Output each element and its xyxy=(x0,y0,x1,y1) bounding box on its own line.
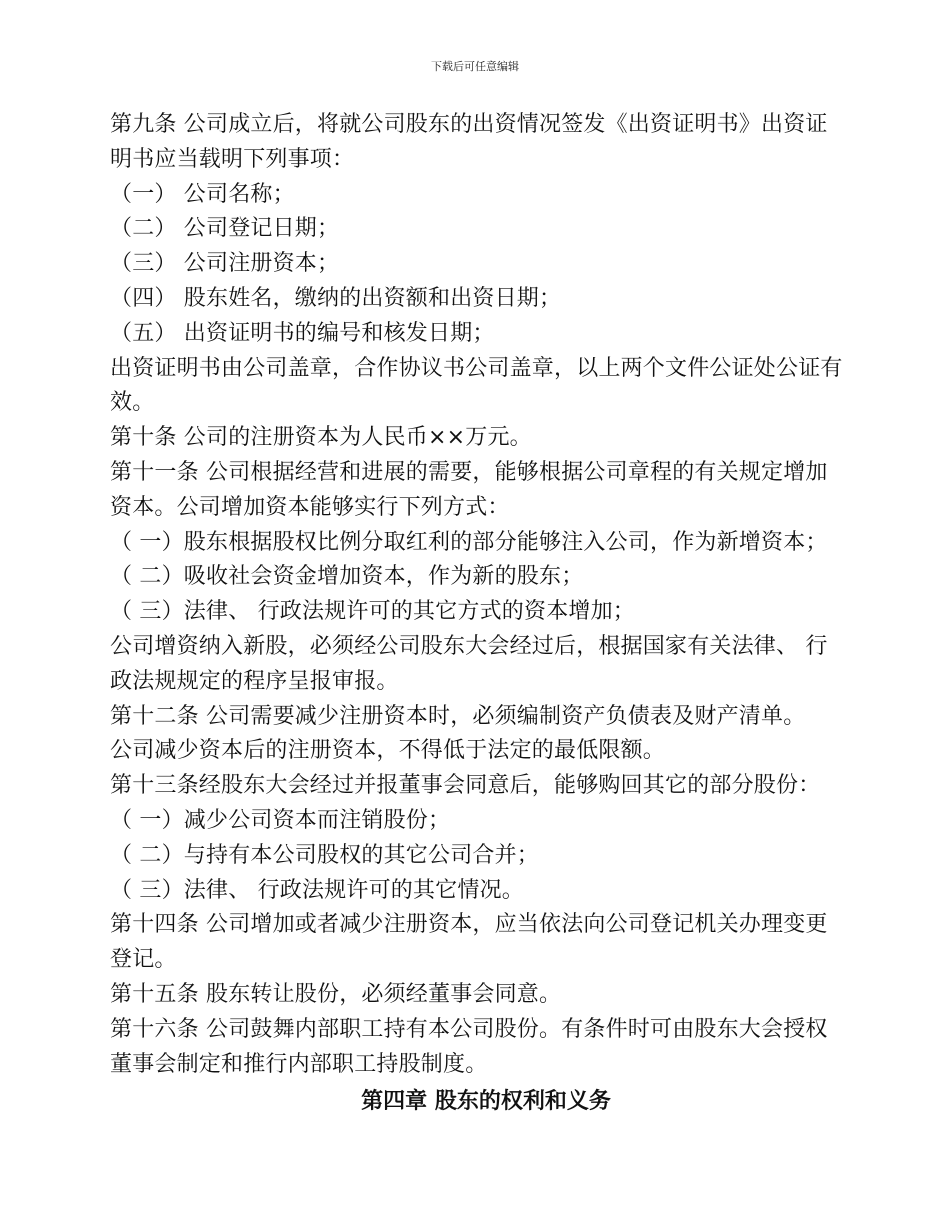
document-body xyxy=(110,108,862,1120)
list-item: （四） 股东姓名，缴纳的出资额和出资日期； xyxy=(110,285,562,311)
text-line: 第十三条经股东大会经过并报董事会同意后，能够购回其它的部分股份： xyxy=(110,773,821,799)
list-item: （ 一）减少公司资本而注销股份； xyxy=(110,807,451,833)
text-line: 第十五条 股东转让股份，必须经董事会同意。 xyxy=(110,981,562,1007)
chapter-heading: 第四章 股东的权利和义务 xyxy=(361,1089,611,1115)
text-line: 政法规规定的程序呈报审报。 xyxy=(110,668,399,694)
text-line: 第九条 公司成立后，将就公司股东的出资情况签发《出资证明书》出资证 xyxy=(110,112,828,137)
text-line: 出资证明书由公司盖章，合作协议书公司盖章，以上两个文件公证处公证有 xyxy=(110,355,843,381)
list-item: （ 一）股东根据股权比例分取红利的部分能够注入公司，作为新增资本； xyxy=(110,529,828,555)
list-item: （二） 公司登记日期； xyxy=(110,216,340,242)
text-line: 第十条 公司的注册资本为人民币××万元。 xyxy=(110,425,532,451)
text-line: 登记。 xyxy=(110,947,177,973)
list-item: （五） 出资证明书的编号和核发日期； xyxy=(110,320,495,346)
text-line: 资本。公司增加资本能够实行下列方式： xyxy=(110,494,510,520)
text-line: 公司增资纳入新股，必须经公司股东大会经过后，根据国家有关法律、 行 xyxy=(110,633,828,659)
list-item: （一） 公司名称； xyxy=(110,181,295,207)
text-line: 公司减少资本后的注册资本，不得低于法定的最低限额。 xyxy=(110,738,666,764)
text-line: 第十四条 公司增加或者减少注册资本，应当依法向公司登记机关办理变更 xyxy=(110,912,828,938)
text-line: 第十二条 公司需要减少注册资本时，必须编制资产负债表及财产清单。 xyxy=(110,703,806,729)
text-line: 第十一条 公司根据经营和进展的需要，能够根据公司章程的有关规定增加 xyxy=(110,459,828,485)
list-item: （ 三）法律、 行政法规许可的其它方式的资本增加； xyxy=(110,599,635,625)
list-item: （ 二）与持有本公司股权的其它公司合并； xyxy=(110,842,539,868)
text-line: 第十六条 公司鼓舞内部职工持有本公司股份。有条件时可由股东大会授权 xyxy=(110,1016,828,1042)
list-item: （ 二）吸收社会资金增加资本，作为新的股东； xyxy=(110,564,584,590)
text-line: 董事会制定和推行内部职工持股制度。 xyxy=(110,1051,488,1077)
text-line: 效。 xyxy=(110,390,155,416)
header-note: 下载后可任意编辑 xyxy=(431,60,519,73)
text-line: 明书应当载明下列事项： xyxy=(110,146,355,172)
list-item: （三） 公司注册资本； xyxy=(110,251,340,277)
list-item: （ 三）法律、 行政法规许可的其它情况。 xyxy=(110,877,524,903)
